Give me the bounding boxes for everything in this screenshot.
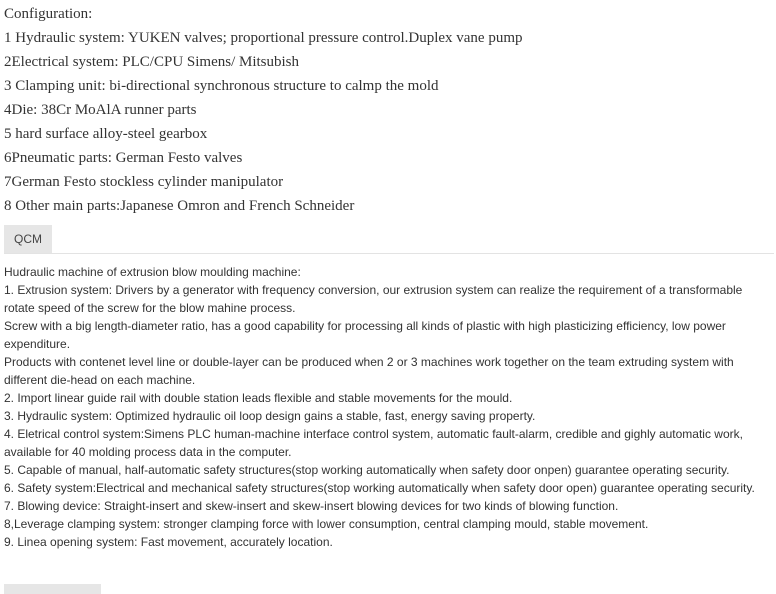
description-paragraph: 3. Hydraulic system: Optimized hydraulic oil loop design gains a stable, fast, energy saving property. (4, 409, 536, 423)
configuration-heading: Configuration: (4, 6, 93, 22)
configuration-section (4, 2, 774, 218)
description-paragraph: 2. Import linear guide rail with double station leads flexible and stable movements for the mould. (4, 391, 513, 405)
next-tab-partial[interactable] (4, 584, 101, 594)
description-paragraph: 8,Leverage clamping system: stronger clamping force with lower consumption, central clamping mould, stable movement. (4, 517, 649, 531)
tab-bar (4, 225, 774, 254)
description-paragraph: 4. Eletrical control system:Simens PLC human-machine interface control system, automatic fault-alarm, credible and gighly automatic work, available for 40 molding process data in the computer. (4, 427, 743, 459)
description-heading: Hudraulic machine of extrusion blow moulding machine: (4, 265, 301, 279)
description-paragraph: 6. Safety system:Electrical and mechanical safety structures(stop working automatically when safety door open) guarantee operating security. (4, 481, 755, 495)
tab-qcm[interactable]: QCM (4, 225, 52, 253)
description-paragraph: Screw with a big length-diameter ratio, has a good capability for processing all kinds of plastic with high plasticizing efficiency, low power expenditure. (4, 319, 726, 351)
description-paragraph: 5. Capable of manual, half-automatic safety structures(stop working automatically when safety door onpen) guarantee operating security. (4, 463, 730, 477)
configuration-line: 7German Festo stockless cylinder manipulator (4, 174, 284, 190)
description-paragraph: Products with contenet level line or double-layer can be produced when 2 or 3 machines work together on the team extruding system with different die-head on each machine. (4, 355, 734, 387)
description-section (4, 263, 774, 551)
description-paragraph: 1. Extrusion system: Drivers by a generator with frequency conversion, our extrusion system can realize the requirement of a transformable rotate speed of the screw for the blow mahine process. (4, 283, 743, 315)
description-paragraph: 9. Linea opening system: Fast movement, accurately location. (4, 535, 333, 549)
configuration-line: 8 Other main parts:Japanese Omron and French Schneider (4, 198, 355, 214)
description-paragraph: 7. Blowing device: Straight-insert and skew-insert and skew-insert blowing devices for two kinds of blowing function. (4, 499, 619, 513)
configuration-line: 1 Hydraulic system: YUKEN valves; proportional pressure control.Duplex vane pump (4, 30, 523, 46)
configuration-line: 3 Clamping unit: bi-directional synchronous structure to calmp the mold (4, 78, 439, 94)
configuration-line: 6Pneumatic parts: German Festo valves (4, 150, 243, 166)
configuration-line: 4Die: 38Cr MoAlA runner parts (4, 102, 197, 118)
configuration-line: 5 hard surface alloy-steel gearbox (4, 126, 208, 142)
configuration-line: 2Electrical system: PLC/CPU Simens/ Mitsubish (4, 54, 300, 70)
